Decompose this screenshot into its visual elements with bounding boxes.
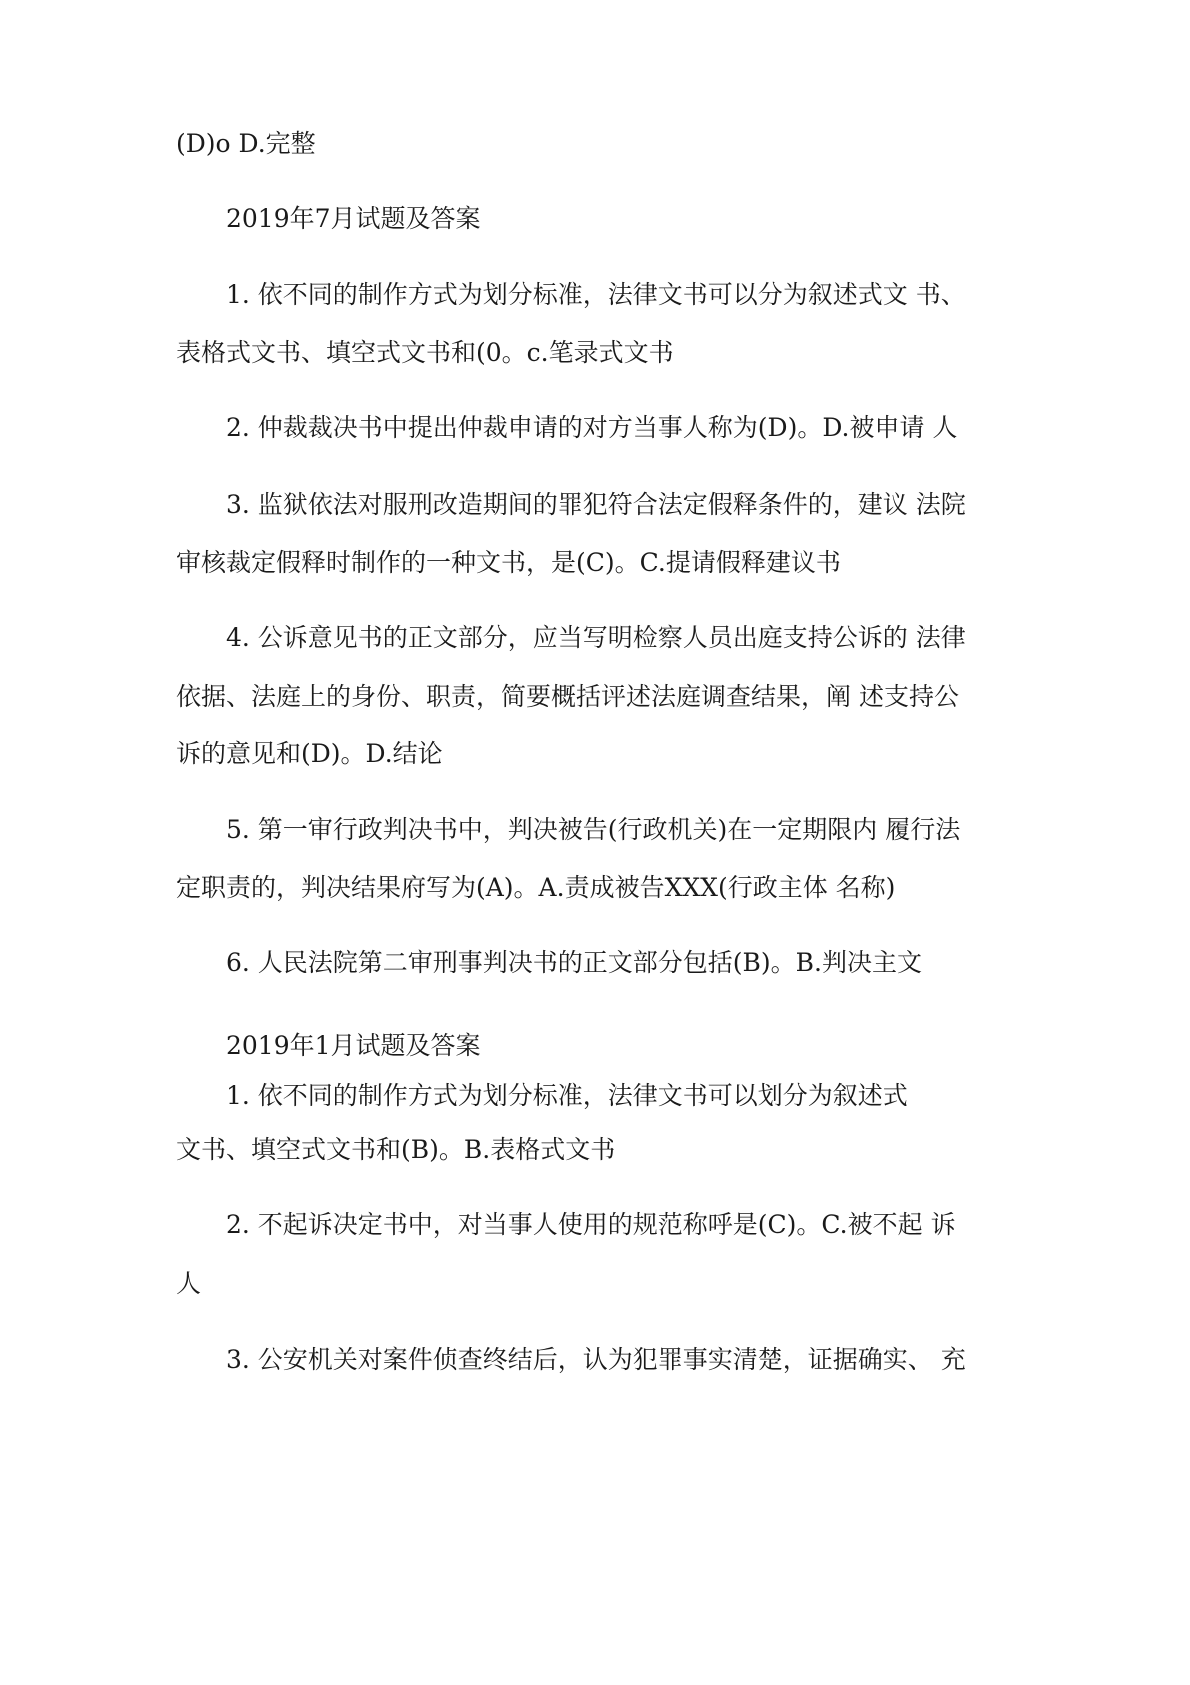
question-line: 诉的意见和(D)。D.结论 [176, 739, 443, 768]
question-line: 2. 不起诉决定书中，对当事人使用的规范称呼是(C)。C.被不起 诉 [226, 1210, 956, 1239]
section-heading: 2019年1月试题及答案 [226, 1031, 481, 1060]
section-heading: 2019年7月试题及答案 [226, 204, 481, 233]
question-line: 审核裁定假释时制作的一种文书，是(C)。C.提请假释建议书 [176, 548, 841, 577]
question-line: 3. 公安机关对案件侦查终结后，认为犯罪事实清楚，证据确实、 充 [226, 1345, 966, 1374]
question-line: 人 [176, 1269, 202, 1298]
question-line: 文书、填空式文书和(B)。B.表格式文书 [176, 1135, 616, 1164]
question-line: 定职责的，判决结果府写为(A)。A.责成被告XXX(行政主体 名称) [176, 873, 896, 902]
question-line: 6. 人民法院第二审刑事判决书的正文部分包括(B)。B.判决主文 [226, 948, 922, 977]
question-line: 2. 仲裁裁决书中提出仲裁申请的对方当事人称为(D)。D.被申请 人 [226, 413, 958, 442]
question-line: 3. 监狱依法对服刑改造期间的罪犯符合法定假释条件的，建议 法院 [226, 490, 966, 519]
question-line: 依据、法庭上的身份、职责，简要概括评述法庭调查结果，阐 述支持公 [176, 682, 959, 711]
question-line: 1. 依不同的制作方式为划分标准，法律文书可以分为叙述式文 书、 [226, 280, 966, 309]
question-line: 表格式文书、填空式文书和(0。c.笔录式文书 [176, 338, 674, 367]
text-line: (D)o D.完整 [176, 129, 316, 158]
question-line: 1. 依不同的制作方式为划分标准，法律文书可以划分为叙述式 [226, 1081, 908, 1110]
question-line: 4. 公诉意见书的正文部分，应当写明检察人员出庭支持公诉的 法律 [226, 623, 966, 652]
question-line: 5. 第一审行政判决书中，判决被告(行政机关)在一定期限内 履行法 [226, 815, 961, 844]
